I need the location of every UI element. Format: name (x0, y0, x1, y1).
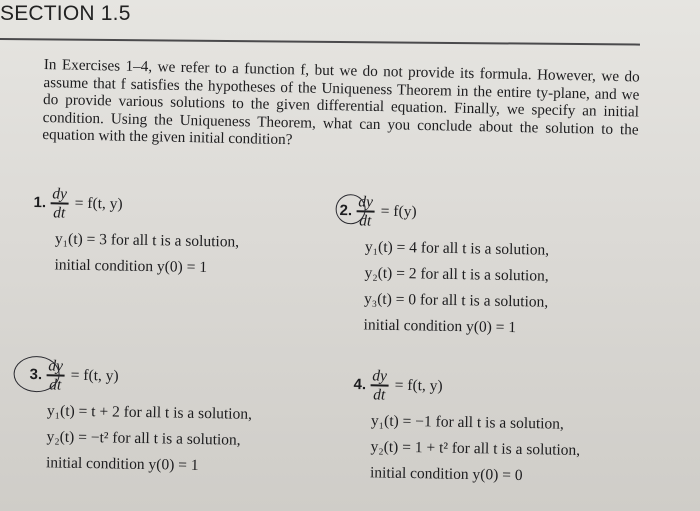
exercise-equation (33, 180, 240, 230)
fraction-numerator: dy (372, 367, 388, 385)
exercise-equation (353, 362, 581, 412)
exercise-number: 2. (339, 201, 353, 220)
equation-rhs: = f(t, y) (394, 376, 443, 395)
derivative-fraction (46, 358, 65, 394)
exercise-4 (352, 362, 582, 490)
derivative-fraction (50, 186, 69, 222)
equation-rhs: = f(t, y) (74, 194, 123, 213)
section-title: SECTION 1.5 (0, 2, 131, 25)
solution-line: y₂(t) = 2 for all t is a solution, (364, 264, 549, 285)
solution-line: y₁(t) = 3 for all t is a solution, (54, 230, 240, 251)
fraction-denominator: dt (53, 203, 66, 222)
fraction-denominator: dt (373, 385, 386, 404)
equation-rhs: = f(y) (380, 202, 417, 221)
exercise-number: 3. (29, 365, 43, 384)
solution-line: y₂(t) = 1 + t² for all t is a solution, (370, 438, 581, 459)
exercise-number: 4. (353, 375, 367, 394)
initial-condition: initial condition y(0) = 1 (363, 316, 517, 337)
fraction-numerator: dy (358, 193, 374, 211)
fraction-denominator: dt (359, 211, 372, 230)
derivative-fraction (370, 368, 389, 404)
initial-condition: initial condition y(0) = 1 (45, 454, 199, 474)
exercise-1 (32, 180, 240, 282)
exercise-2 (337, 188, 550, 342)
solution-line: y₁(t) = −1 for all t is a solution, (370, 412, 565, 433)
solution-line: y₁(t) = 4 for all t is a solution, (364, 238, 550, 259)
solution-line: y₁(t) = t + 2 for all t is a solution, (46, 402, 253, 423)
exercise-equation (339, 188, 550, 238)
derivative-fraction (356, 194, 375, 230)
fraction-denominator: dt (49, 375, 62, 394)
initial-condition: initial condition y(0) = 0 (369, 464, 523, 484)
solution-line: y₃(t) = 0 for all t is a solution, (363, 290, 549, 311)
fraction-numerator: dy (48, 357, 64, 375)
solution-line: y₂(t) = −t² for all t is a solution, (46, 428, 241, 449)
initial-condition: initial condition y(0) = 1 (54, 256, 208, 277)
exercise-3 (28, 352, 253, 480)
equation-rhs: = f(t, y) (70, 366, 119, 385)
exercise-equation (29, 352, 253, 402)
instructions-paragraph: In Exercises 1–4, we refer to a function f, but we do not provide its formula. However, we do assume that f satisfies the hypotheses of the Uniqueness Theorem in the entire ty-plane, and we do provide various solutions to the given differential equation. Finally, we specify an initial condition. Using the Uniqueness Theorem, what can you conclude about the solution to the equation with the given initial condition? (42, 56, 640, 149)
exercise-number: 1. (33, 193, 47, 212)
section-divider (0, 38, 640, 46)
fraction-numerator: dy (52, 185, 68, 203)
